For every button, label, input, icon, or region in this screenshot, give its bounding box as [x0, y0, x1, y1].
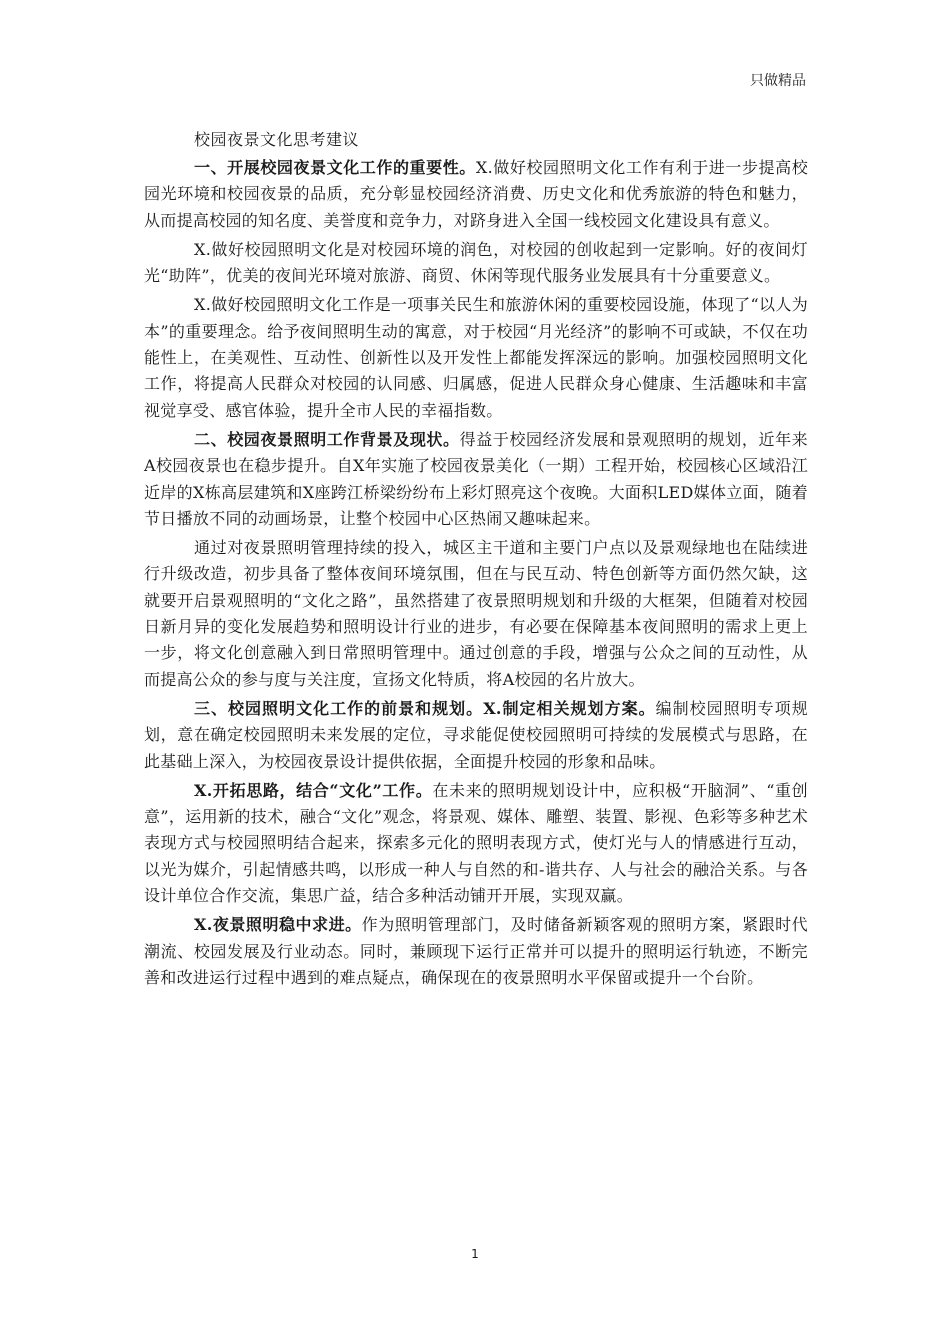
document-body [144, 125, 808, 991]
document-title: 校园夜景文化思考建议 [194, 130, 360, 149]
paragraph-heading: 一、开展校园夜景文化工作的重要性。 [194, 158, 476, 177]
paragraph-text: X.做好校园照明文化工作是一项事关民生和旅游休闲的重要校园设施，体现了“以人为本”的重要理念。给予夜间照明生动的寓意，对于校园“月光经济”的影响不可或缺，不仅在功能性上，在美观性、互动性、创新性以及开发性上都能发挥深远的影响。加强校园照明文化工作，将提高人民群众对校园的认同感、归属感，促进人民群众身心健康、生活趣味和丰富视觉享受、感官体验，提升全市人民的幸福指数。 [144, 295, 808, 420]
paragraph-background [144, 427, 808, 532]
paragraph-text: 作为照明管理部门，及时储备新颖客观的照明方案，紧跟时代潮流、校园发展及行业动态。同时，兼顾现下运行正常并可以提升的照明运行轨迹，不断完善和改进运行过程中遇到的难点疑点，确保现在的夜景照明水平保留或提升一个台阶。 [144, 915, 808, 987]
paragraph-heading: X.开拓思路，结合“文化”工作。 [194, 780, 433, 800]
paragraph-text: 编制校园照明专项规划，意在确定校园照明未来发展的定位，寻求能促使校园照明可持续的发展模式与思路，在此基础上深入，为校园夜景设计提供依据，全面提升校园的形象和品味。 [144, 698, 809, 771]
paragraph-progress [144, 912, 808, 991]
page-number: 1 [471, 1247, 479, 1261]
paragraph-text: X.做好校园照明文化工作有利于进一步提高校园光环境和校园夜景的品质，充分彰显校园经济消费、历史文化和优秀旅游的特色和魅力，从而提高校园的知名度、美誉度和竞争力，对跻身进入全国一线校园文化建设具有意义。 [144, 158, 808, 230]
paragraph-heading: 三、校园照明文化工作的前景和规划。X.制定相关规划方案。 [194, 698, 656, 718]
paragraph-heading: X.夜景照明稳中求进。 [194, 915, 362, 935]
header-note: 只做精品 [750, 73, 806, 89]
paragraph-heading: 二、校园夜景照明工作背景及现状。 [194, 429, 460, 449]
paragraph-text: 得益于校园经济发展和景观照明的规划，近年来A校园夜景也在稳步提升。自X年实施了校园夜景美化（一期）工程开始，校园核心区域沿江近岸的X栋高层建筑和X座跨江桥梁纷纷布上彩灯照亮这个夜晚。大面积LED媒体立面，随着节日播放不同的动画场景，让整个校园中心区热闹又趣味起来。 [144, 429, 808, 528]
paragraph-text: X.做好校园照明文化是对校园环境的润色，对校园的创收起到一定影响。好的夜间灯光“助阵”，优美的夜间光环境对旅游、商贸、休闲等现代服务业发展具有十分重要意义。 [144, 239, 808, 286]
paragraph-culture [144, 778, 808, 909]
paragraph-planning [144, 696, 808, 775]
paragraph-text: 通过对夜景照明管理持续的投入，城区主干道和主要门户点以及景观绿地也在陆续进行升级改造，初步具备了整体夜间环境氛围，但在与民互动、特色创新等方面仍然欠缺，这就要开启景观照明的“文化之路”，虽然搭建了夜景照明规划和升级的大框架，但随着对校园日新月异的变化发展趋势和照明设计行业的进步，有必要在保障基本夜间照明的需求上更上一步，将文化创意融入到日常照明管理中。通过创意的手段，增强与公众之间的互动性，从而提高公众的参与度与关注度，宣扬文化特质，将A校园的名片放大。 [144, 538, 808, 689]
paragraph-people-oriented [144, 292, 808, 423]
paragraph-importance [144, 155, 808, 234]
paragraph-management [144, 535, 808, 693]
paragraph-environment [144, 237, 808, 290]
paragraph-text: 在未来的照明规划设计中，应积极“开脑洞”、“重创意”，运用新的技术，融合“文化”观念，将景观、媒体、雕塑、装置、影视、色彩等多种艺术表现方式与校园照明结合起来，探索多元化的照明表现方式，使灯光与人的情感进行互动，以光为媒介，引起情感共鸣，以形成一种人与自然的和-谐共存、人与社会的融洽关系。与各设计单位合作交流，集思广益，结合多种活动铺开开展，实现双赢。 [144, 780, 808, 906]
